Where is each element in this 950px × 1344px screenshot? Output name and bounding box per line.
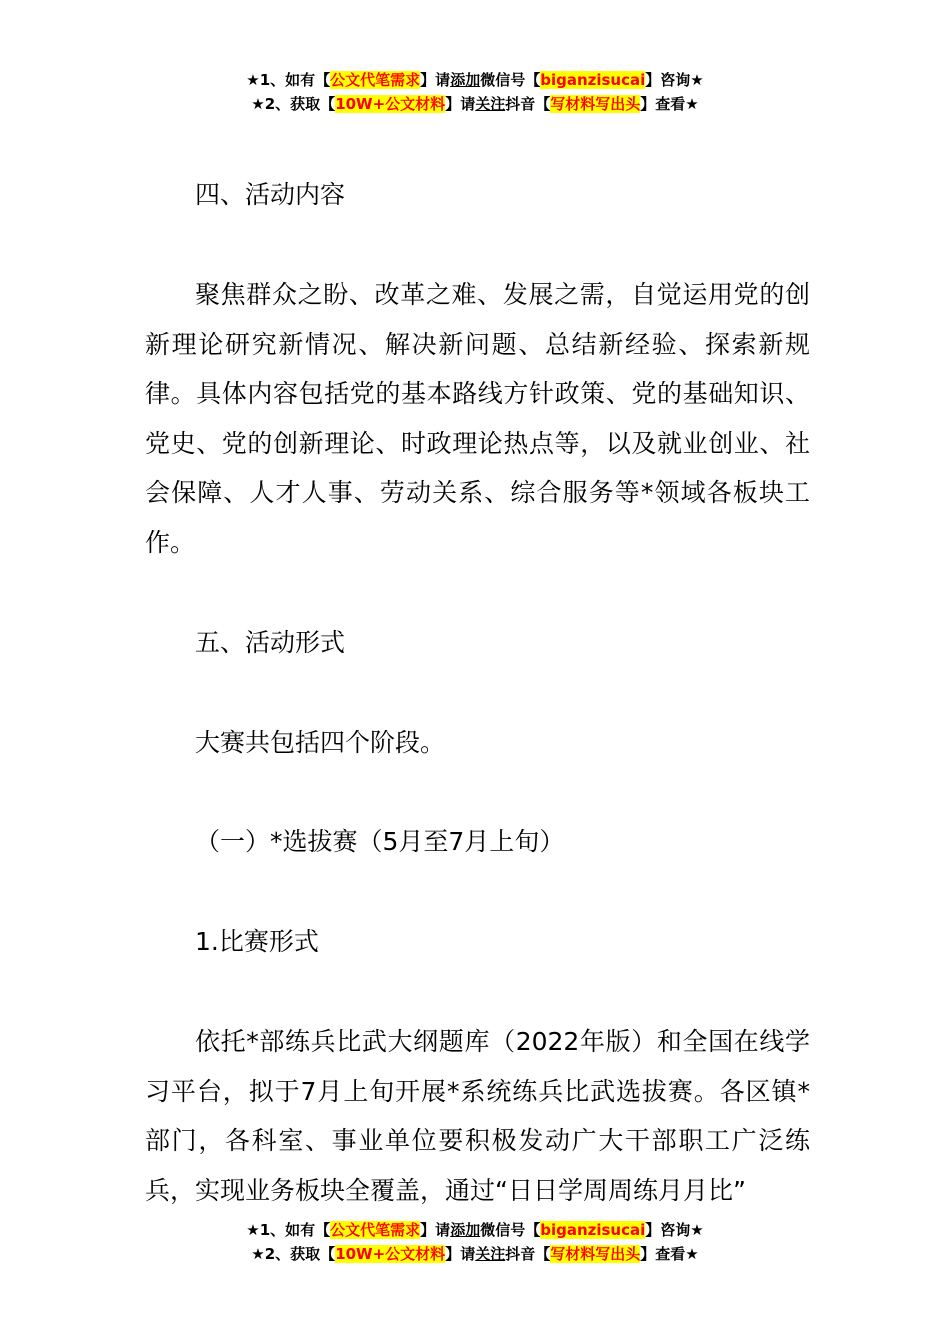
- banner-text: 】咨询★: [645, 1221, 704, 1239]
- banner-highlight: biganzisucai: [540, 1221, 646, 1239]
- banner-text: 】查看★: [640, 95, 699, 113]
- banner-text: 】请: [445, 1245, 476, 1263]
- section-heading-4: 四、活动内容: [195, 180, 346, 209]
- banner-underlined: 添加: [450, 71, 481, 89]
- footer-banner: [0, 1218, 950, 1266]
- banner-line-2: [0, 1242, 950, 1266]
- banner-line-2: [0, 92, 950, 116]
- banner-highlight: 写材料写出头: [550, 1245, 641, 1263]
- banner-line-1: [0, 68, 950, 92]
- banner-highlight: 10W+公文材料: [335, 95, 446, 113]
- paragraph-activity-content: 聚焦群众之盼、改革之难、发展之需，自觉运用党的创新理论研究新情况、解决新问题、总结新经验、探索新规律。具体内容包括党的基本路线方针政策、党的基础知识、党史、党的创新理论、时政理论热点等，以及就业创业、社会保障、人才人事、劳动关系、综合服务等*领域各板块工作。: [145, 280, 810, 557]
- subsection-heading-1-1: 1.比赛形式: [195, 927, 319, 956]
- banner-text: 】请: [420, 71, 451, 89]
- banner-highlight: 公文代笔需求: [330, 71, 421, 89]
- banner-line-1: [0, 1218, 950, 1242]
- banner-underlined: 关注: [475, 95, 506, 113]
- banner-text: 微信号【: [480, 1221, 541, 1239]
- banner-text: 抖音【: [505, 1245, 551, 1263]
- banner-text: 】请: [445, 95, 476, 113]
- banner-text: ★1、如有【: [246, 1221, 331, 1239]
- banner-text: ★1、如有【: [246, 71, 331, 89]
- banner-highlight: 10W+公文材料: [335, 1245, 446, 1263]
- section-heading-5: 五、活动形式: [195, 628, 346, 657]
- banner-underlined: 关注: [475, 1245, 506, 1263]
- paragraph-stages: 大赛共包括四个阶段。: [195, 728, 446, 757]
- banner-highlight: 写材料写出头: [550, 95, 641, 113]
- banner-highlight: biganzisucai: [540, 71, 646, 89]
- banner-text: 抖音【: [505, 95, 551, 113]
- banner-highlight: 公文代笔需求: [330, 1221, 421, 1239]
- paragraph-competition-form: 依托*部练兵比武大纲题库（2022年版）和全国在线学习平台，拟于7月上旬开展*系统练兵比武选拔赛。各区镇*部门，各科室、事业单位要积极发动广大干部职工广泛练兵，实现业务板块全覆盖，通过“日日学周周练月月比”: [145, 1027, 810, 1205]
- banner-underlined: 添加: [450, 1221, 481, 1239]
- banner-text: ★2、获取【: [251, 95, 336, 113]
- header-banner: [0, 68, 950, 116]
- banner-text: 】查看★: [640, 1245, 699, 1263]
- banner-text: ★2、获取【: [251, 1245, 336, 1263]
- banner-text: 微信号【: [480, 71, 541, 89]
- banner-text: 】咨询★: [645, 71, 704, 89]
- subsection-heading-1: （一）*选拔赛（5月至7月上旬）: [195, 827, 565, 856]
- banner-text: 】请: [420, 1221, 451, 1239]
